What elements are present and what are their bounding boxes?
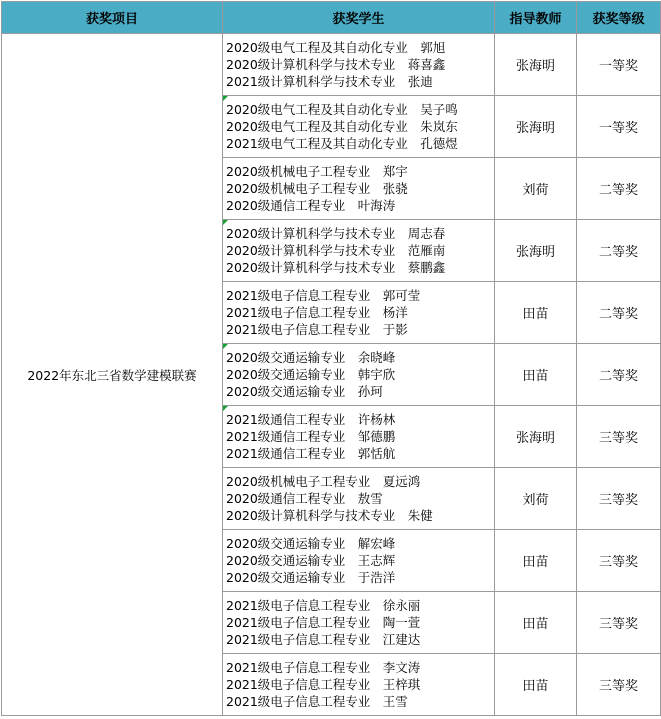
award-level-cell: 三等奖 — [577, 406, 661, 468]
student-line: 2020级电气工程及其自动化专业 朱岚东 — [226, 119, 458, 134]
students-cell — [223, 530, 495, 592]
award-level-cell: 一等奖 — [577, 96, 661, 158]
header-teacher: 指导教师 — [495, 2, 577, 34]
award-level-cell: 三等奖 — [577, 592, 661, 654]
student-line: 2021级电子信息工程专业 杨洋 — [226, 305, 408, 320]
students-cell — [223, 282, 495, 344]
student-line: 2020级电气工程及其自动化专业 吴子鸣 — [226, 102, 458, 117]
student-line: 2021级电子信息工程专业 陶一萱 — [226, 615, 421, 630]
award-level-cell: 三等奖 — [577, 654, 661, 716]
students-cell — [223, 468, 495, 530]
students-cell — [223, 158, 495, 220]
teacher-cell: 张海明 — [495, 406, 577, 468]
teacher-cell: 张海明 — [495, 34, 577, 96]
student-line: 2021级通信工程专业 郭恬航 — [226, 446, 396, 461]
student-line: 2020级计算机科学与技术专业 周志春 — [226, 226, 446, 241]
student-line: 2020级计算机科学与技术专业 范雁南 — [226, 243, 446, 258]
cell-marker-icon — [223, 344, 228, 349]
students-cell — [223, 34, 495, 96]
award-level-cell: 三等奖 — [577, 530, 661, 592]
student-line: 2020级电气工程及其自动化专业 郭旭 — [226, 40, 446, 55]
student-line: 2020级机械电子工程专业 张骁 — [226, 181, 408, 196]
student-line: 2021级通信工程专业 邹德鹏 — [226, 429, 396, 444]
student-line: 2020级计算机科学与技术专业 蒋喜鑫 — [226, 57, 446, 72]
student-line: 2021级电气工程及其自动化专业 孔德煜 — [226, 136, 458, 151]
student-line: 2020级交通运输专业 解宏峰 — [226, 536, 396, 551]
teacher-cell: 田苗 — [495, 530, 577, 592]
student-line: 2021级电子信息工程专业 王梓琪 — [226, 677, 421, 692]
students-cell — [223, 406, 495, 468]
student-line: 2020级计算机科学与技术专业 蔡鹏鑫 — [226, 260, 446, 275]
students-cell — [223, 654, 495, 716]
student-line: 2020级交通运输专业 孙珂 — [226, 384, 383, 399]
student-line: 2020级机械电子工程专业 夏远鸿 — [226, 474, 421, 489]
header-level: 获奖等级 — [577, 2, 661, 34]
teacher-cell: 刘荷 — [495, 158, 577, 220]
award-level-cell: 二等奖 — [577, 344, 661, 406]
student-line: 2021级电子信息工程专业 江建达 — [226, 632, 421, 647]
header-row — [2, 2, 661, 34]
award-level-cell: 一等奖 — [577, 34, 661, 96]
student-line: 2021级电子信息工程专业 王雪 — [226, 694, 408, 709]
teacher-cell: 刘荷 — [495, 468, 577, 530]
awards-table — [1, 1, 661, 716]
student-line: 2020级通信工程专业 叶海涛 — [226, 198, 396, 213]
student-line: 2021级电子信息工程专业 李文涛 — [226, 660, 421, 675]
header-students: 获奖学生 — [223, 2, 495, 34]
student-line: 2020级交通运输专业 王志辉 — [226, 553, 396, 568]
award-level-cell: 三等奖 — [577, 468, 661, 530]
cell-marker-icon — [223, 96, 228, 101]
award-level-cell: 二等奖 — [577, 282, 661, 344]
student-line: 2020级交通运输专业 于浩洋 — [226, 570, 396, 585]
student-line: 2020级交通运输专业 韩宇欣 — [226, 367, 396, 382]
student-line: 2020级机械电子工程专业 郑宇 — [226, 164, 408, 179]
students-cell — [223, 220, 495, 282]
award-level-cell: 二等奖 — [577, 220, 661, 282]
teacher-cell: 田苗 — [495, 282, 577, 344]
teacher-cell: 张海明 — [495, 220, 577, 282]
students-cell — [223, 96, 495, 158]
students-cell — [223, 344, 495, 406]
teacher-cell: 田苗 — [495, 654, 577, 716]
student-line: 2020级交通运输专业 余晓峰 — [226, 350, 396, 365]
student-line: 2021级计算机科学与技术专业 张迪 — [226, 74, 433, 89]
student-line: 2021级电子信息工程专业 于影 — [226, 322, 408, 337]
award-level-cell: 二等奖 — [577, 158, 661, 220]
student-line: 2020级计算机科学与技术专业 朱健 — [226, 508, 433, 523]
header-project: 获奖项目 — [2, 2, 223, 34]
students-cell — [223, 592, 495, 654]
project-name-cell: 2022年东北三省数学建模联赛 — [2, 34, 223, 716]
teacher-cell: 田苗 — [495, 344, 577, 406]
cell-marker-icon — [223, 220, 228, 225]
student-line: 2021级电子信息工程专业 徐永丽 — [226, 598, 421, 613]
student-line: 2021级通信工程专业 许杨林 — [226, 412, 396, 427]
table-row — [2, 34, 661, 96]
teacher-cell: 田苗 — [495, 592, 577, 654]
student-line: 2021级电子信息工程专业 郭可莹 — [226, 288, 421, 303]
teacher-cell: 张海明 — [495, 96, 577, 158]
cell-marker-icon — [223, 406, 228, 411]
student-line: 2020级通信工程专业 敖雪 — [226, 491, 383, 506]
